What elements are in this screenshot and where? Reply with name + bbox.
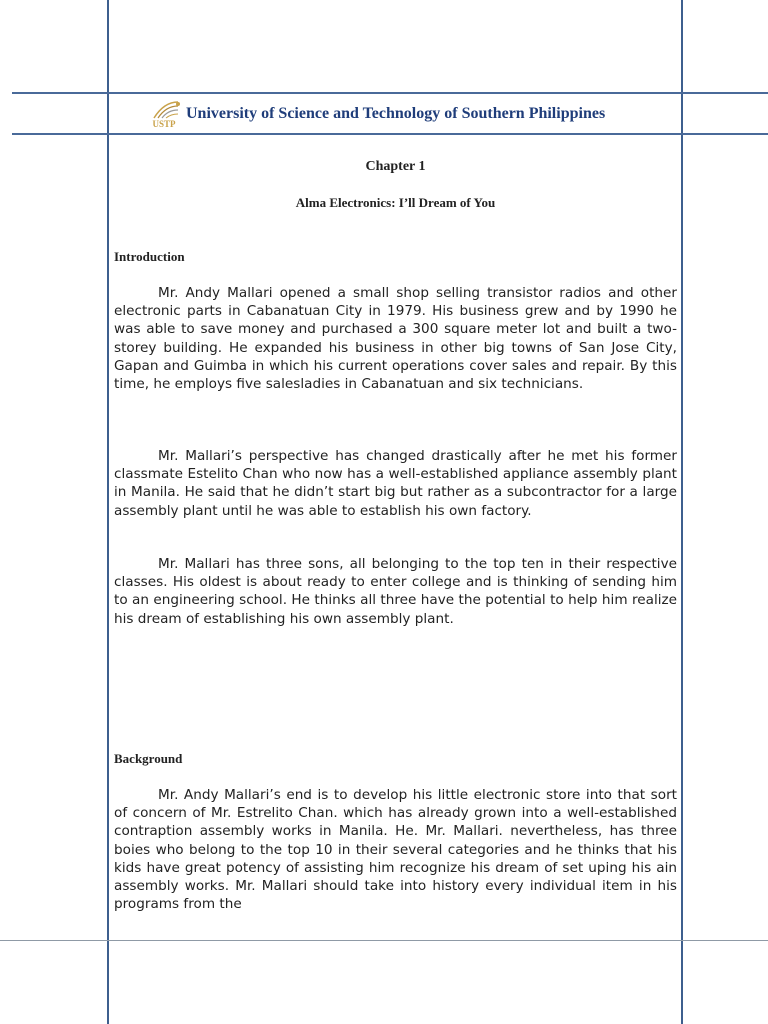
paragraph: Mr. Mallari has three sons, all belonging to the top ten in their respective classes. His oldest is about ready to enter college and is thinking of sending him to an engineering school. He thinks all three have the potential to help him realize his dream of establishing his own assembly plant. — [114, 556, 677, 627]
document-body — [114, 158, 677, 912]
left-margin-line — [107, 0, 109, 1024]
case-title: Alma Electronics: I’ll Dream of You — [295, 195, 496, 210]
section-heading-introduction: Introduction — [114, 249, 185, 264]
paragraph: Mr. Mallari’s perspective has changed drastically after he met his former classmate Estelito Chan who now has a well-established appliance assembly plant in Manila. He said that he didn’t start big but rather as a subcontractor for a large assembly plant until he was able to establish his own factory. — [114, 448, 677, 519]
section-heading-background: Background — [114, 751, 183, 766]
document-header — [148, 94, 605, 134]
ustp-logo — [148, 96, 184, 132]
chapter-title: Chapter 1 — [365, 159, 426, 174]
logo-text: USTP — [152, 119, 176, 129]
paragraph: Mr. Andy Mallari’s end is to develop his little electronic store into that sort of concern of Mr. Estrelito Chan. which has already grown into a well-established contraption assembly works in Manila. He. Mr. Mallari. nevertheless, has three boies who belong to the top 10 in their several categories and he thinks that his kids have great potency of assisting him recognize his dream of set uping his ain assembly works. Mr. Mallari should take into history every individual item in his programs from the — [114, 787, 677, 912]
university-name: University of Science and Technology of Southern Philippines — [186, 105, 606, 122]
right-margin-line — [681, 0, 683, 1024]
footer-rule — [0, 940, 768, 941]
paragraph: Mr. Andy Mallari opened a small shop selling transistor radios and other electronic parts in Cabanatuan City in 1979. His business grew and by 1990 he was able to save money and purchased a 300 square meter lot and built a two-storey building. He expanded his business in other big towns of San Jose City, Gapan and Guimba in which his current operations cover sales and repair. By this time, he employs five salesladies in Cabanatuan and six technicians. — [114, 285, 677, 393]
